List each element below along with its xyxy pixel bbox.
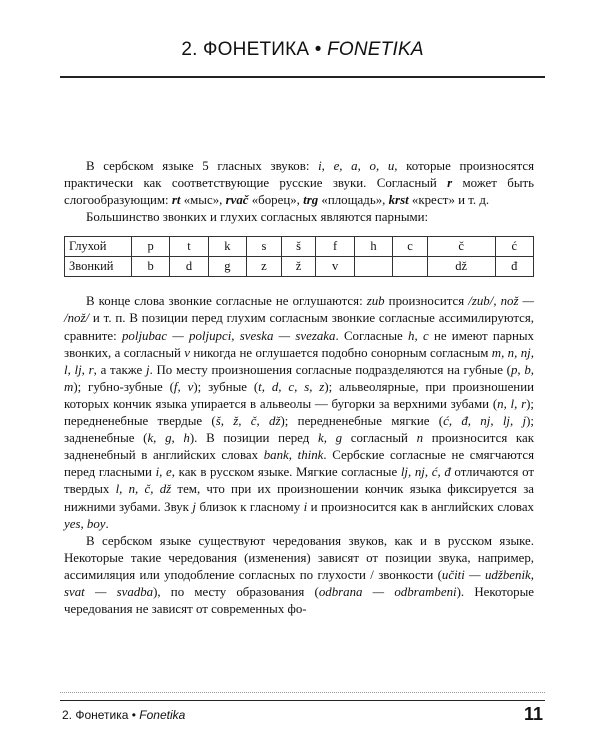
text: . xyxy=(105,516,109,531)
running-header xyxy=(60,38,545,78)
example: l, n, č, dž xyxy=(115,482,172,497)
example: k, g xyxy=(317,431,343,446)
text: ); губно-зубные ( xyxy=(73,379,174,394)
example: t, d, c, s, z xyxy=(258,379,325,394)
paragraph-pairs-intro: Большинство звонких и глухих согласных являются парными: xyxy=(86,210,429,225)
example: učiti — udžbenik, svat — svadba xyxy=(64,567,534,599)
example-word: krst xyxy=(388,193,409,208)
table-cell: k xyxy=(208,237,246,257)
running-footer xyxy=(60,700,545,730)
text: отличаются от твердых xyxy=(64,465,534,497)
table-cell: h xyxy=(354,237,392,257)
example: /zub/, nož — /nož/ xyxy=(64,294,535,326)
example: i, e xyxy=(155,465,172,480)
gloss: «крест» и т. д. xyxy=(408,193,490,208)
table-cell xyxy=(393,257,428,277)
example-word: rt xyxy=(171,193,181,208)
gloss: «борец», xyxy=(248,193,304,208)
footer-label-russian: 2. Фонетика • xyxy=(62,708,140,722)
table-row-label: Звонкий xyxy=(65,257,132,277)
example: k, g, h xyxy=(147,431,190,446)
vowel-list: i, e, a, o, u xyxy=(318,159,395,173)
text: и произносится как в английских словах xyxy=(307,499,534,514)
table-cell: p xyxy=(132,237,170,257)
table-cell: s xyxy=(247,237,282,257)
example: p, b, m xyxy=(64,362,535,394)
text: . Согласные xyxy=(335,328,409,343)
text: ), по месту образования ( xyxy=(153,584,319,599)
table-cell: g xyxy=(208,257,246,277)
table-cell: c xyxy=(393,237,428,257)
footer-dotted-line xyxy=(60,692,545,693)
table-cell: ž xyxy=(281,257,316,277)
table-cell: đ xyxy=(495,257,533,277)
text: ). Некоторые чередования не зависят от современных фо- xyxy=(64,584,534,617)
example: h, c xyxy=(408,328,429,343)
table-cell: ć xyxy=(495,237,533,257)
table-cell xyxy=(354,257,392,277)
chapter-title-serbian: FONETIKA xyxy=(327,39,424,60)
example: bank, think xyxy=(263,448,324,463)
example: j xyxy=(192,499,196,514)
text: произносится xyxy=(384,294,469,309)
example-word: rvač xyxy=(225,193,249,208)
table-cell: t xyxy=(170,237,208,257)
gloss: «площадь», xyxy=(318,193,389,208)
text: никогда не оглушается подобно сонорным согласным xyxy=(190,345,492,360)
footer-chapter-label xyxy=(62,708,185,722)
text: произносится как задненебный в английских словах xyxy=(64,431,534,463)
text: , а также xyxy=(93,362,146,377)
text: тем, что при их произношении кончик языка фиксируется за нижними зубами. Звук xyxy=(64,482,535,514)
example: v xyxy=(184,345,190,360)
example: m, n, nj, l, lj, r xyxy=(64,345,534,377)
table-row-label: Глухой xyxy=(65,237,132,257)
header-rule xyxy=(60,76,545,78)
text: В конце слова звонкие согласные не оглушаются: xyxy=(86,294,367,309)
text: В сербском языке существуют чередования звуков, как и в русском языке. Некоторые такие чередования (изменения) зависят от позиции звука, например, ассимиляция или уподобление согласных по глухости / звонкости ( xyxy=(64,533,534,582)
text: не имеют парных звонких, а согласный xyxy=(64,328,535,360)
footer-rule xyxy=(60,700,545,701)
example: n xyxy=(416,431,424,446)
example: zub xyxy=(366,294,385,309)
example: poljubac — poljupci, sveska — svezaka xyxy=(121,328,336,343)
text: ); альвеолярные, при произношении которых кончик языка упирается в альвеолы — бугорки за верхними зубами ( xyxy=(64,379,534,411)
paragraph-alternations xyxy=(64,533,534,618)
chapter-title-russian: 2. ФОНЕТИКА • xyxy=(181,39,328,60)
text: В сербском языке 5 гласных звуков: xyxy=(86,159,319,173)
page-number: 11 xyxy=(523,704,543,724)
table-cell: č xyxy=(427,237,495,257)
text: может быть слогообразующим: xyxy=(64,176,534,208)
footer-label-serbian: Fonetika xyxy=(139,708,186,722)
table-cell: f xyxy=(316,237,354,257)
paragraph-vowels xyxy=(64,158,534,209)
example: odbrana — odbrambeni xyxy=(318,584,457,599)
example: j xyxy=(145,362,150,377)
example: lj, nj, ć, đ xyxy=(400,465,451,480)
chapter-title xyxy=(181,38,423,62)
text: ); зубные ( xyxy=(193,379,259,394)
text: , как в русском языке. Мягкие согласные xyxy=(171,465,401,480)
text: близок к гласному xyxy=(196,499,304,514)
example-word: trg xyxy=(303,193,319,208)
consonant-pairs-table xyxy=(64,236,534,277)
text: . По месту произношения согласные подразделяются на губные ( xyxy=(149,362,511,377)
text: ); передненебные мягкие ( xyxy=(280,414,444,429)
example: ć, đ, nj, lj, j xyxy=(443,414,527,429)
gloss: «мыс», xyxy=(180,193,226,208)
text: ); задненебные ( xyxy=(64,414,534,446)
table-cell: d xyxy=(170,257,208,277)
page-body xyxy=(64,158,534,618)
table-cell: z xyxy=(247,257,282,277)
paragraph-consonants xyxy=(64,293,534,532)
example: š, ž, č, dž xyxy=(215,414,281,429)
table-row xyxy=(65,257,534,277)
example-word: r xyxy=(447,176,453,191)
text: ). В позиции перед xyxy=(189,431,318,446)
example: i xyxy=(303,499,308,514)
example: yes, boy xyxy=(64,516,106,531)
text: согласный xyxy=(342,431,417,446)
table-cell: dž xyxy=(427,257,495,277)
text: . Сербские согласные не смягчаются перед гласными xyxy=(64,448,534,480)
table-cell: š xyxy=(281,237,316,257)
table-row xyxy=(65,237,534,257)
example: n, l, r xyxy=(497,396,527,411)
example: f, v xyxy=(173,379,194,394)
table-cell: v xyxy=(316,257,354,277)
table-cell: b xyxy=(132,257,170,277)
text: ); передненебные твердые ( xyxy=(64,396,535,429)
text: и т. п. В позиции перед глухим согласным звонкие согласные ассимилируются, сравните: xyxy=(64,311,534,343)
text: , которые произносятся практически как соответствующие русские звуки. Согласный xyxy=(64,159,535,191)
